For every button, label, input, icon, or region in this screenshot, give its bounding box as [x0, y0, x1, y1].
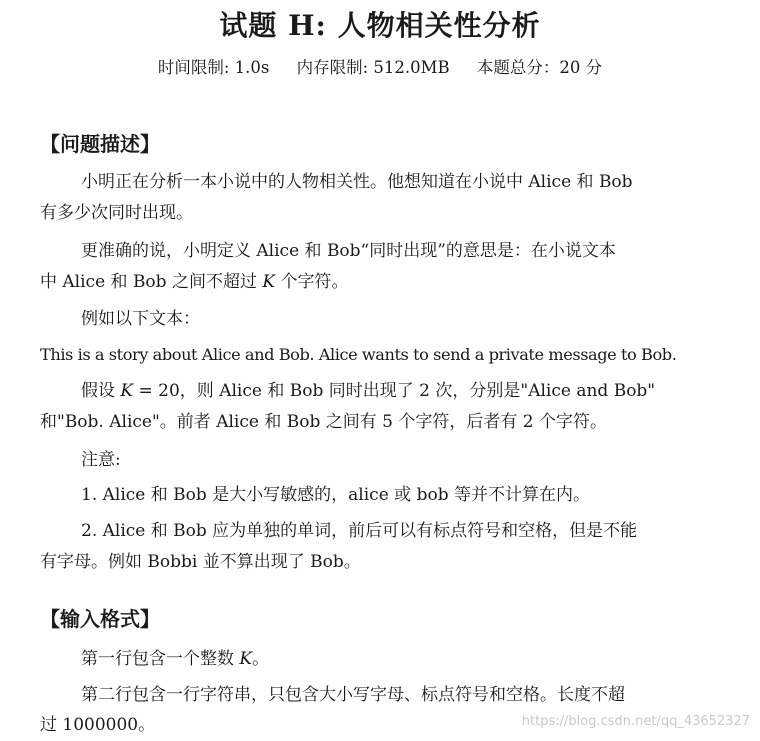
- problem-title: 试题 H: 人物相关性分析: [219, 9, 541, 42]
- input-format-line-1: [81, 644, 731, 675]
- problem-paragraph-4-line-2: 和"Bob. Alice"。前者 Alice 和 Bob 之间有 5 个字符，后者有 2 个字符。: [40, 412, 607, 432]
- input-format-line-2: 第二行包含一行字符串，只包含大小写字母、标点符号和空格。长度不超: [81, 685, 625, 705]
- math-variable-k: K: [120, 381, 134, 401]
- problem-meta: [0, 54, 760, 78]
- text-run: 个字符。: [275, 272, 349, 292]
- math-variable-k: K: [262, 272, 276, 292]
- example-text: This is a story about Alice and Bob. Alice wants to send a private message to Bob.: [40, 345, 677, 364]
- text-run: = 20，则 Alice 和 Bob 同时出现了 2 次，分别是"Alice and Bob": [133, 381, 656, 401]
- time-limit: 时间限制: 1.0s: [157, 58, 270, 77]
- problem-paragraph-4-line-1: [81, 376, 731, 407]
- math-variable-k: K: [239, 649, 253, 669]
- problem-paragraph-2-line-1: 更准确的说，小明定义 Alice 和 Bob“同时出现”的意思是：在小说文本: [81, 241, 616, 261]
- problem-paragraph-1-line-1: 小明正在分析一本小说中的人物相关性。他想知道在小说中 Alice 和 Bob: [81, 172, 633, 192]
- section-heading-problem: 【问题描述】: [40, 132, 160, 156]
- text-run: 第一行包含一个整数: [81, 649, 240, 669]
- problem-paragraph-1-line-2: 有多少次同时出现。: [40, 203, 193, 223]
- watermark-url: https://blog.csdn.net/qq_43652327: [521, 714, 750, 729]
- text-run: 假设: [81, 381, 121, 401]
- note-2-line-2: 有字母。例如 Bobbi 並不算出现了 Bob。: [40, 552, 361, 572]
- note-label: 注意:: [81, 450, 121, 470]
- total-score: 本题总分：20 分: [476, 58, 603, 77]
- note-2-line-1: 2. Alice 和 Bob 应为单独的单词，前后可以有标点符号和空格，但是不能: [81, 521, 638, 541]
- problem-paragraph-3: 例如以下文本：: [81, 309, 200, 329]
- input-format-line-3: 过 1000000。: [40, 715, 156, 735]
- memory-limit: 内存限制: 512.0MB: [296, 58, 450, 77]
- text-run: 。: [252, 649, 270, 669]
- note-1: 1. Alice 和 Bob 是大小写敏感的，alice 或 bob 等并不计算在内。: [81, 485, 590, 505]
- problem-paragraph-2-line-2: [40, 267, 730, 298]
- text-run: 中 Alice 和 Bob 之间不超过: [40, 272, 263, 292]
- section-heading-input-format: 【输入格式】: [40, 607, 160, 631]
